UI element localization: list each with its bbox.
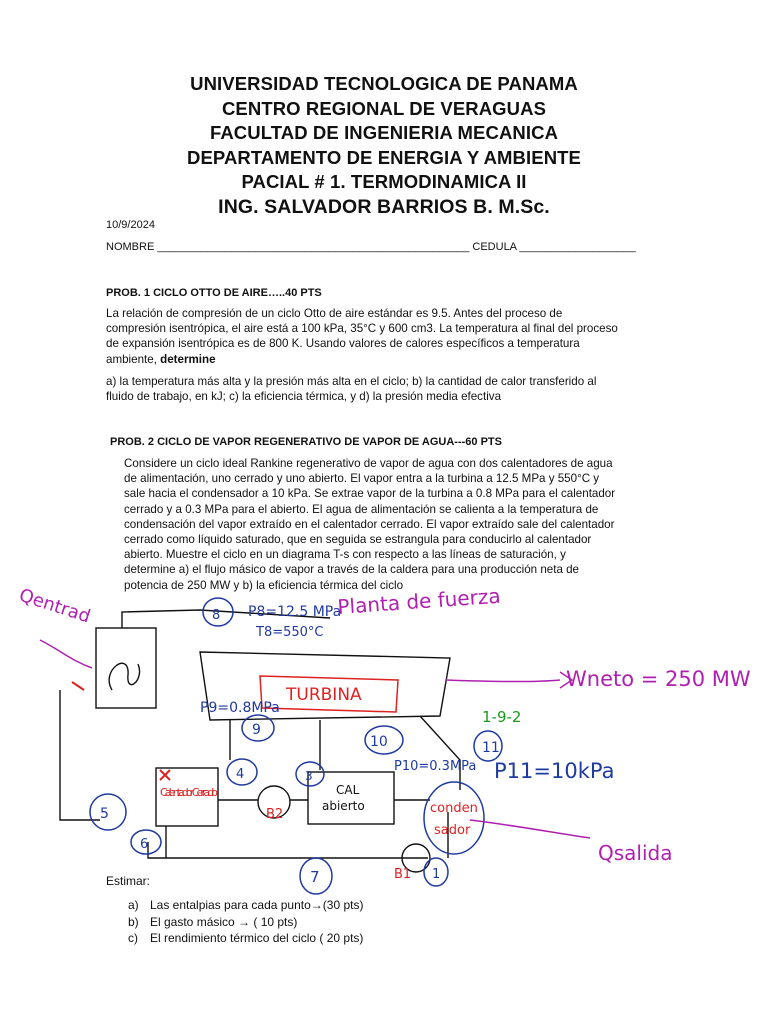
red-mark-1 [160,770,170,780]
range-label: 1-9-2 [482,708,522,726]
prob2-line: potencia de 250 MW y b) la eficiencia térmica del ciclo [124,578,404,592]
header-exam: PACIAL # 1. TERMODINAMICA II [241,171,527,192]
qsalida-label: Qsalida [598,841,673,865]
prob1-line-text: ambiente, [106,352,161,366]
prob2-line: cerrado y a 0.3 MPa para el abierto. El agua de alimentación se calienta a la temperatura de [124,502,599,516]
prob2-line: sale hacia el condensador a 10 kPa. Se extrae vapor de la turbina a 0.8 MPa para el calentador [124,487,616,501]
boiler-box [96,628,156,708]
condensador-label-2: sador [434,823,471,838]
header-university: UNIVERSIDAD TECNOLOGICA DE PANAMA [190,73,578,94]
point-10-label: 10 [370,734,388,750]
prob2-line: de alimentación, uno cerrado y uno abierto. El vapor entra a la turbina a 12.5 MPa y 550°C y [124,472,600,486]
estimar-letter: b) [128,914,139,929]
prob1-question-line: fluido de trabajo, en kJ; c) la eficiencia térmica, y d) la presión media efectiva [106,390,502,404]
prob1-line: compresión isentrópica, el aire está a 100 kPa, 35°C y 600 cm3. La temperatura al final del proceso [106,322,618,336]
cal-abierto-label-1: CAL [336,783,360,797]
header-professor: ING. SALVADOR BARRIOS B. M.Sc. [218,195,550,218]
estimar-item [128,930,363,947]
prob1-question-line: a) la temperatura más alta y la presión más alta en el ciclo; b) la cantidad de calor transferido al [106,375,597,388]
estimar-letter: a) [128,898,139,912]
name-line: NOMBRE ___________________________________________________ CEDULA ___________________ [106,241,636,253]
prob2-line: determine a) el flujo másico de vapor a través de la caldera para una producción neta de [124,563,580,577]
p8-label: P8=12.5 MPa [248,604,342,620]
line-bottom [148,842,428,858]
prob2-line: Considere un ciclo ideal Rankine regenerativo de vapor de agua con dos calentadores de agua [124,457,613,470]
point-3-label: 3 [305,769,313,783]
exhaust-11 [420,716,460,790]
header-faculty: FACULTAD DE INGENIERIA MECANICA [209,122,559,143]
exam-date: 10/9/2024 [106,219,155,231]
calentador-cerrado-label: Calentador Cerrado [160,786,218,799]
point-1-label: 1 [432,867,441,882]
p10-label: P10=0.3MPa [394,759,477,774]
estimar-text: Las entalpias para cada punto→(30 pts) [150,898,364,912]
point-6-label: 6 [140,837,149,852]
point-9-label: 9 [252,722,261,738]
estimar-label: Estimar: [106,874,151,888]
header-department: DEPARTAMENTO DE ENERGIA Y AMBIENTE [187,146,581,168]
prob1-line: La relación de compresión de un ciclo Otto de aire estándar es 9.5. Antes del proceso de [106,307,563,320]
point-5-label: 5 [100,806,109,822]
condensador-label-1: conden [430,801,478,816]
point-4-label: 4 [236,767,245,782]
p9-label: P9=0.8MPa [200,700,280,716]
qentrada-arrow [40,640,92,668]
prob2-line: cerrado como líquido saturado, que en seguida se estrangula para conducirlo al calentador [124,533,592,547]
cal-abierto-label-2: abierto [322,799,365,813]
point-7-label: 7 [310,868,320,886]
estimar-letter: c) [128,931,138,945]
condenser-circle [424,782,484,854]
t8-label: T8=550°C [256,625,324,640]
prob2-line: abierto. Muestre el ciclo en un diagrama T-s con respecto a las líneas de saturación, y [124,548,566,562]
point-8-label: 8 [212,608,221,623]
prob2-title: PROB. 2 CICLO DE VAPOR REGENERATIVO DE VAPOR DE AGUA---60 PTS [110,436,502,448]
prob1-title: PROB. 1 CICLO OTTO DE AIRE…..40 PTS [106,287,322,299]
boiler-coil [109,663,139,690]
open-heater-box [308,772,394,824]
point-11-label: 11 [482,740,500,756]
turbina-label: TURBINA [286,685,362,705]
b1-label: B1 [394,867,412,882]
estimar-item [128,897,363,914]
p11-label: P11=10kPa [494,759,615,783]
estimar-item [128,914,363,931]
qsalida-arrow [470,820,590,838]
planta-label: Planta de fuerza [336,583,502,619]
prob2-line: condensación del vapor extraído en el calentador cerrado. El vapor extraído sale del calentador [124,517,615,531]
wneto-arrow [446,680,560,682]
qentrada-label: Qentrad [16,584,93,628]
header-center: CENTRO REGIONAL DE VERAGUAS [221,97,547,119]
estimar-text: El rendimiento térmico del ciclo ( 20 pts) [150,931,364,945]
prob1-determine: determine [160,352,216,366]
wneto-label: Wneto = 250 MW [566,667,751,691]
b2-label: B2 [266,807,284,822]
red-mark-2 [72,682,84,690]
estimar-list [128,897,363,947]
prob1-line: de expansión isentrópica es de 800 K. Usando valores de calores específicos a temperatura [106,337,580,351]
estimar-text: El gasto másico → ( 10 pts) [150,914,298,929]
